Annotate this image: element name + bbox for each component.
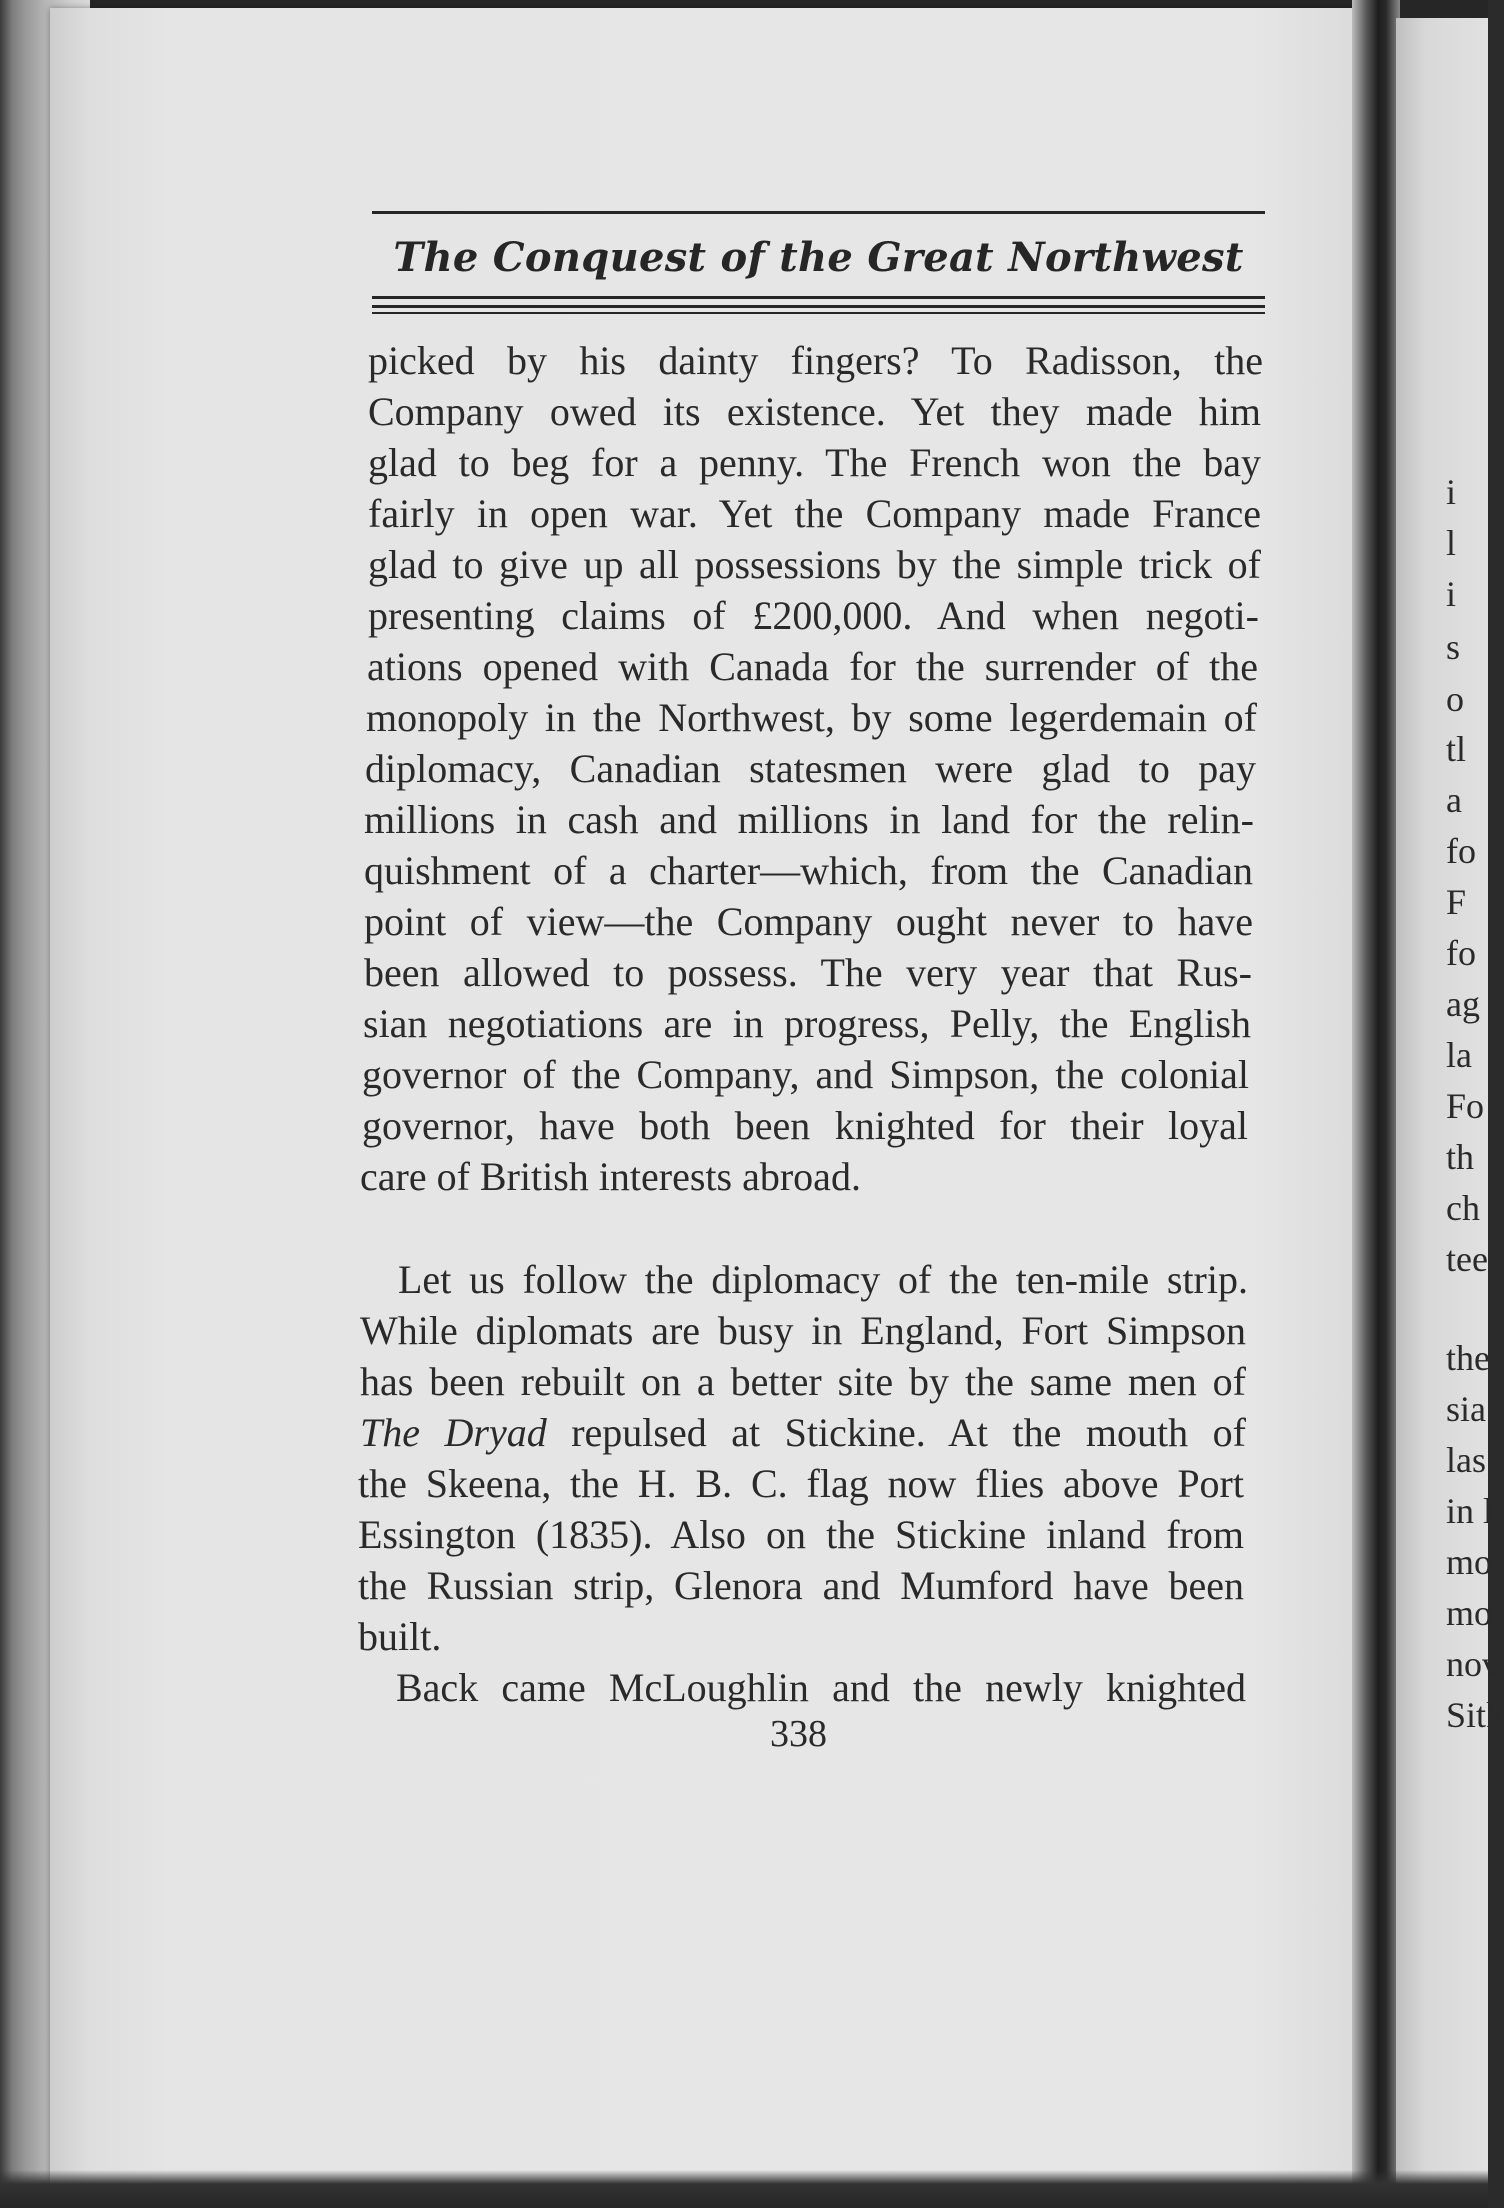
facing-text-fragment: mo — [1446, 1593, 1493, 1633]
facing-text-fragment: the — [1446, 1338, 1490, 1378]
text-line: governor of the Company, and Simpson, the colonial — [362, 1052, 1249, 1097]
text-line: governor, have both been knighted for their loyal — [362, 1103, 1248, 1148]
text-line: the Russian strip, Glenora and Mumford have been — [358, 1563, 1244, 1608]
facing-text-fragment: th — [1446, 1137, 1475, 1177]
facing-text-fragment: in l — [1446, 1491, 1494, 1531]
header-rule-bottom-3 — [372, 312, 1265, 314]
text-line: Let us follow the diplomacy of the ten-mile strip. — [398, 1257, 1248, 1302]
ship-name: The Dryad — [360, 1410, 547, 1455]
text-line: millions in cash and millions in land for the relin- — [364, 797, 1254, 842]
facing-text-fragment: i — [1446, 472, 1457, 512]
text-line: has been rebuilt on a better site by the same men of — [360, 1359, 1246, 1404]
facing-text-fragment: s — [1446, 627, 1461, 667]
header-rule-top — [372, 211, 1265, 214]
text-line: quishment of a charter—which, from the Canadian — [364, 848, 1253, 893]
facing-text-fragment: fo — [1446, 831, 1476, 871]
text-line: the Skeena, the H. B. C. flag now flies above Port — [358, 1461, 1244, 1506]
text-line: ations opened with Canada for the surrender of the — [367, 644, 1258, 689]
facing-text-fragment: ch — [1446, 1188, 1480, 1228]
facing-text-fragment: tl — [1446, 729, 1467, 769]
text-line: picked by his dainty fingers? To Radisson, the — [368, 338, 1263, 383]
facing-text-fragment: Sitk — [1446, 1695, 1504, 1735]
facing-text-fragment: a — [1446, 780, 1462, 820]
text-line: diplomacy, Canadian statesmen were glad to pay — [365, 746, 1256, 791]
text-line: point of view—the Company ought never to have — [364, 899, 1253, 944]
running-head: The Conquest of the Great Northwest — [393, 234, 1244, 281]
facing-text-fragment: sia — [1446, 1389, 1486, 1429]
text-line — [360, 1409, 1246, 1457]
text-line: glad to give up all possessions by the simple trick of — [368, 542, 1261, 587]
facing-text-fragment: mo — [1446, 1542, 1493, 1582]
header-rule-bottom-1 — [372, 296, 1265, 299]
facing-text-fragment: l — [1446, 523, 1457, 563]
text-line: While diplomats are busy in England, Fort Simpson — [360, 1308, 1246, 1353]
text-line: built. — [358, 1614, 442, 1659]
header-rule-bottom-2 — [372, 305, 1265, 308]
facing-text-fragment: i — [1446, 574, 1457, 614]
text-line: glad to beg for a penny. The French won the bay — [368, 440, 1261, 485]
text-line: presenting claims of £200,000. And when negoti- — [368, 593, 1259, 638]
text-line: care of British interests abroad. — [360, 1154, 861, 1199]
facing-text-fragment: Fo — [1446, 1086, 1485, 1126]
text-line: sian negotiations are in progress, Pelly, the English — [363, 1001, 1251, 1046]
facing-text-fragment: ag — [1446, 984, 1480, 1024]
page-number: 338 — [770, 1713, 827, 1755]
facing-text-fragment: tee — [1446, 1239, 1488, 1279]
text-line: monopoly in the Northwest, by some legerdemain of — [366, 695, 1257, 740]
facing-text-fragment: las — [1446, 1440, 1486, 1480]
facing-text-fragment: o — [1446, 679, 1464, 719]
facing-text-fragment: F — [1446, 882, 1467, 922]
book-gutter — [1352, 0, 1400, 2208]
facing-text-fragment: la — [1446, 1035, 1472, 1075]
bottom-shadow — [0, 2170, 1488, 2208]
text-span: repulsed at Stickine. At the mouth of — [571, 1410, 1246, 1455]
text-line: Essington (1835). Also on the Stickine inland from — [358, 1512, 1244, 1557]
text-line: Company owed its existence. Yet they made him — [368, 389, 1261, 434]
facing-text-fragment: nov — [1446, 1644, 1500, 1684]
text-line: Back came McLoughlin and the newly knighted — [396, 1665, 1246, 1710]
facing-text-fragment: fo — [1446, 933, 1476, 973]
text-line: been allowed to possess. The very year that Rus- — [364, 950, 1252, 995]
text-line: fairly in open war. Yet the Company made France — [368, 491, 1261, 536]
